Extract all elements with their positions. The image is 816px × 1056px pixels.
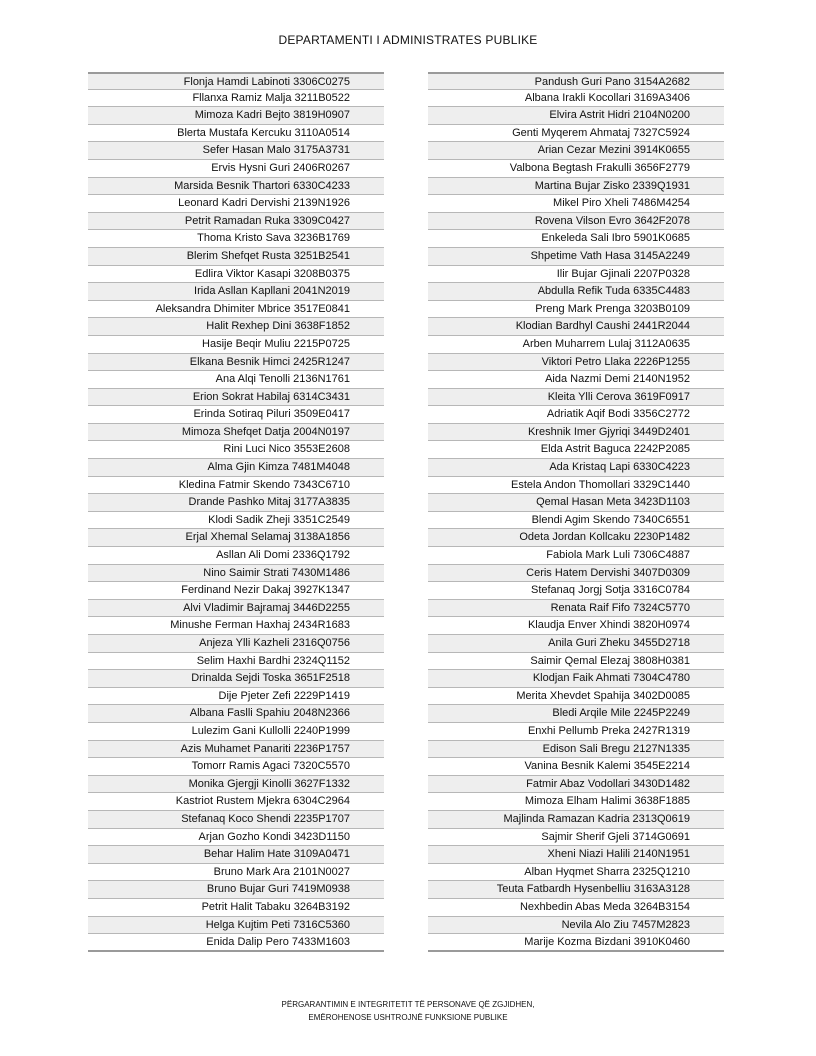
list-item: Renata Raif Fifo 7324C5770	[428, 600, 724, 618]
list-item: Monika Gjergji Kinolli 3627F1332	[88, 776, 384, 794]
list-item: Fabiola Mark Luli 7306C4887	[428, 547, 724, 565]
list-item: Vanina Besnik Kalemi 3545E2214	[428, 758, 724, 776]
list-item: Xheni Niazi Halili 2140N1951	[428, 846, 724, 864]
list-item: Preng Mark Prenga 3203B0109	[428, 301, 724, 319]
list-item: Klodi Sadik Zheji 3351C2549	[88, 512, 384, 530]
list-item: Qemal Hasan Meta 3423D1103	[428, 494, 724, 512]
list-item: Flonja Hamdi Labinoti 3306C0275	[88, 72, 384, 90]
list-item: Tomorr Ramis Agaci 7320C5570	[88, 758, 384, 776]
list-item: Albana Faslli Spahiu 2048N2366	[88, 705, 384, 723]
list-item: Arjan Gozho Kondi 3423D1150	[88, 829, 384, 847]
list-item: Rovena Vilson Evro 3642F2078	[428, 213, 724, 231]
list-item: Ceris Hatem Dervishi 3407D0309	[428, 565, 724, 583]
list-item: Estela Andon Thomollari 3329C1440	[428, 477, 724, 495]
list-item: Enkeleda Sali Ibro 5901K0685	[428, 230, 724, 248]
list-item: Ervis Hysni Guri 2406R0267	[88, 160, 384, 178]
list-item: Sajmir Sherif Gjeli 3714G0691	[428, 829, 724, 847]
list-item: Azis Muhamet Panariti 2236P1757	[88, 741, 384, 759]
right-name-list	[428, 72, 724, 952]
list-item: Edlira Viktor Kasapi 3208B0375	[88, 266, 384, 284]
list-item: Nino Saimir Strati 7430M1486	[88, 565, 384, 583]
list-item: Pandush Guri Pano 3154A2682	[428, 72, 724, 90]
list-item: Viktori Petro Llaka 2226P1255	[428, 354, 724, 372]
list-item: Minushe Ferman Haxhaj 2434R1683	[88, 617, 384, 635]
list-item: Majlinda Ramazan Kadria 2313Q0619	[428, 811, 724, 829]
list-item: Martina Bujar Zisko 2339Q1931	[428, 178, 724, 196]
list-item: Stefanaq Jorgj Sotja 3316C0784	[428, 582, 724, 600]
list-item: Erjal Xhemal Selamaj 3138A1856	[88, 529, 384, 547]
footer-line-1: PËRGARANTIMIN E INTEGRITETIT TË PERSONAVE QË ZGJIDHEN,	[281, 1000, 535, 1009]
list-item: Drande Pashko Mitaj 3177A3835	[88, 494, 384, 512]
list-item: Lulezim Gani Kullolli 2240P1999	[88, 723, 384, 741]
list-item: Marsida Besnik Thartori 6330C4233	[88, 178, 384, 196]
list-item: Mimoza Shefqet Datja 2004N0197	[88, 424, 384, 442]
list-item: Drinalda Sejdi Toska 3651F2518	[88, 670, 384, 688]
list-item: Alvi Vladimir Bajramaj 3446D2255	[88, 600, 384, 618]
list-item: Mikel Piro Xheli 7486M4254	[428, 195, 724, 213]
list-item: Helga Kujtim Peti 7316C5360	[88, 917, 384, 935]
list-item: Klodjan Faik Ahmati 7304C4780	[428, 670, 724, 688]
list-item: Erinda Sotiraq Piluri 3509E0417	[88, 406, 384, 424]
list-item: Bruno Bujar Guri 7419M0938	[88, 881, 384, 899]
list-item: Leonard Kadri Dervishi 2139N1926	[88, 195, 384, 213]
list-item: Selim Haxhi Bardhi 2324Q1152	[88, 653, 384, 671]
list-item: Ada Kristaq Lapi 6330C4223	[428, 459, 724, 477]
list-item: Alma Gjin Kimza 7481M4048	[88, 459, 384, 477]
list-item: Hasije Beqir Muliu 2215P0725	[88, 336, 384, 354]
list-item: Adriatik Aqif Bodi 3356C2772	[428, 406, 724, 424]
footer-line-2: EMËROHENOSE USHTROJNË FUNKSIONE PUBLIKE	[308, 1013, 508, 1022]
list-item: Nevila Alo Ziu 7457M2823	[428, 917, 724, 935]
list-item: Bledi Arqile Mile 2245P2249	[428, 705, 724, 723]
list-item: Asllan Ali Domi 2336Q1792	[88, 547, 384, 565]
list-item: Edison Sali Bregu 2127N1335	[428, 741, 724, 759]
list-item: Halit Rexhep Dini 3638F1852	[88, 318, 384, 336]
list-item: Genti Myqerem Ahmataj 7327C5924	[428, 125, 724, 143]
list-item: Arben Muharrem Lulaj 3112A0635	[428, 336, 724, 354]
list-item: Anila Guri Zheku 3455D2718	[428, 635, 724, 653]
list-item: Sefer Hasan Malo 3175A3731	[88, 142, 384, 160]
list-item: Albana Irakli Kocollari 3169A3406	[428, 90, 724, 108]
list-item: Blerta Mustafa Kercuku 3110A0514	[88, 125, 384, 143]
list-item: Odeta Jordan Kollcaku 2230P1482	[428, 529, 724, 547]
list-item: Fllanxa Ramiz Malja 3211B0522	[88, 90, 384, 108]
list-item: Irida Asllan Kapllani 2041N2019	[88, 283, 384, 301]
list-item: Elda Astrit Baguca 2242P2085	[428, 441, 724, 459]
list-item: Blerim Shefqet Rusta 3251B2541	[88, 248, 384, 266]
page-footer	[0, 998, 816, 1024]
list-item: Teuta Fatbardh Hysenbelliu 3163A3128	[428, 881, 724, 899]
list-item: Erion Sokrat Habilaj 6314C3431	[88, 389, 384, 407]
list-item: Mimoza Kadri Bejto 3819H0907	[88, 107, 384, 125]
list-item: Abdulla Refik Tuda 6335C4483	[428, 283, 724, 301]
list-item: Kledina Fatmir Skendo 7343C6710	[88, 477, 384, 495]
list-item: Elvira Astrit Hidri 2104N0200	[428, 107, 724, 125]
list-item: Kastriot Rustem Mjekra 6304C2964	[88, 793, 384, 811]
list-item: Behar Halim Hate 3109A0471	[88, 846, 384, 864]
list-item: Fatmir Abaz Vodollari 3430D1482	[428, 776, 724, 794]
list-item: Klaudja Enver Xhindi 3820H0974	[428, 617, 724, 635]
list-item: Arian Cezar Mezini 3914K0655	[428, 142, 724, 160]
list-item: Marije Kozma Bizdani 3910K0460	[428, 934, 724, 952]
page-title: DEPARTAMENTI I ADMINISTRATES PUBLIKE	[278, 33, 538, 47]
list-item: Mimoza Elham Halimi 3638F1885	[428, 793, 724, 811]
list-item: Elkana Besnik Himci 2425R1247	[88, 354, 384, 372]
left-name-list	[88, 72, 384, 952]
list-item: Valbona Begtash Frakulli 3656F2779	[428, 160, 724, 178]
list-item: Dije Pjeter Zefi 2229P1419	[88, 688, 384, 706]
list-item: Enxhi Pellumb Preka 2427R1319	[428, 723, 724, 741]
list-item: Rini Luci Nico 3553E2608	[88, 441, 384, 459]
list-item: Ilir Bujar Gjinali 2207P0328	[428, 266, 724, 284]
list-item: Ana Alqi Tenolli 2136N1761	[88, 371, 384, 389]
list-item: Bruno Mark Ara 2101N0027	[88, 864, 384, 882]
list-item: Stefanaq Koco Shendi 2235P1707	[88, 811, 384, 829]
list-item: Alban Hyqmet Sharra 2325Q1210	[428, 864, 724, 882]
list-item: Shpetime Vath Hasa 3145A2249	[428, 248, 724, 266]
list-item: Enida Dalip Pero 7433M1603	[88, 934, 384, 952]
list-item: Blendi Agim Skendo 7340C6551	[428, 512, 724, 530]
list-item: Ferdinand Nezir Dakaj 3927K1347	[88, 582, 384, 600]
list-item: Anjeza Ylli Kazheli 2316Q0756	[88, 635, 384, 653]
list-item: Thoma Kristo Sava 3236B1769	[88, 230, 384, 248]
list-item: Petrit Ramadan Ruka 3309C0427	[88, 213, 384, 231]
list-item: Saimir Qemal Elezaj 3808H0381	[428, 653, 724, 671]
list-item: Nexhbedin Abas Meda 3264B3154	[428, 899, 724, 917]
list-item: Aida Nazmi Demi 2140N1952	[428, 371, 724, 389]
list-item: Kleita Ylli Cerova 3619F0917	[428, 389, 724, 407]
list-item: Kreshnik Imer Gjyriqi 3449D2401	[428, 424, 724, 442]
list-item: Petrit Halit Tabaku 3264B3192	[88, 899, 384, 917]
list-item: Aleksandra Dhimiter Mbrice 3517E0841	[88, 301, 384, 319]
list-item: Klodian Bardhyl Caushi 2441R2044	[428, 318, 724, 336]
list-item: Merita Xhevdet Spahija 3402D0085	[428, 688, 724, 706]
